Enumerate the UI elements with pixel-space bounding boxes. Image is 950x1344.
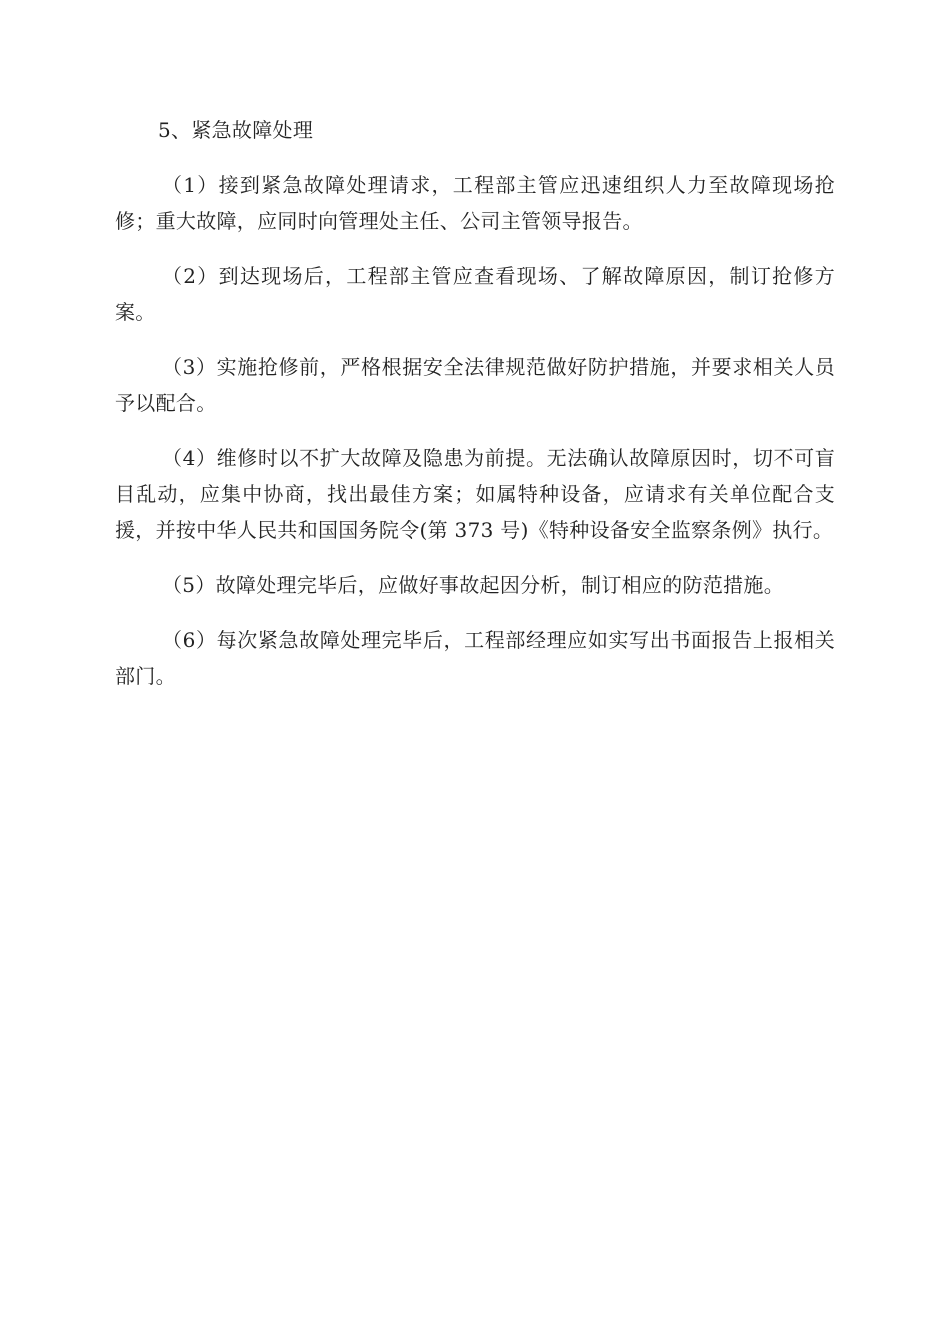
document-body [115, 112, 835, 713]
paragraph-4: （4）维修时以不扩大故障及隐患为前提。无法确认故障原因时，切不可盲目乱动，应集中协商，找出最佳方案；如属特种设备，应请求有关单位配合支援，并按中华人民共和国国务院令(第 373 号)《特种设备安全监察条例》执行。 [115, 446, 835, 542]
paragraph-3: （3）实施抢修前，严格根据安全法律规范做好防护措施，并要求相关人员予以配合。 [115, 355, 835, 415]
paragraph-6: （6）每次紧急故障处理完毕后，工程部经理应如实写出书面报告上报相关部门。 [115, 628, 835, 688]
section-title: 5、紧急故障处理 [158, 118, 314, 142]
paragraph-5: （5）故障处理完毕后，应做好事故起因分析，制订相应的防范措施。 [162, 573, 785, 597]
paragraph-1: （1）接到紧急故障处理请求，工程部主管应迅速组织人力至故障现场抢修；重大故障，应同时向管理处主任、公司主管领导报告。 [115, 173, 835, 233]
paragraph-2: （2）到达现场后，工程部主管应查看现场、了解故障原因，制订抢修方案。 [115, 264, 835, 324]
